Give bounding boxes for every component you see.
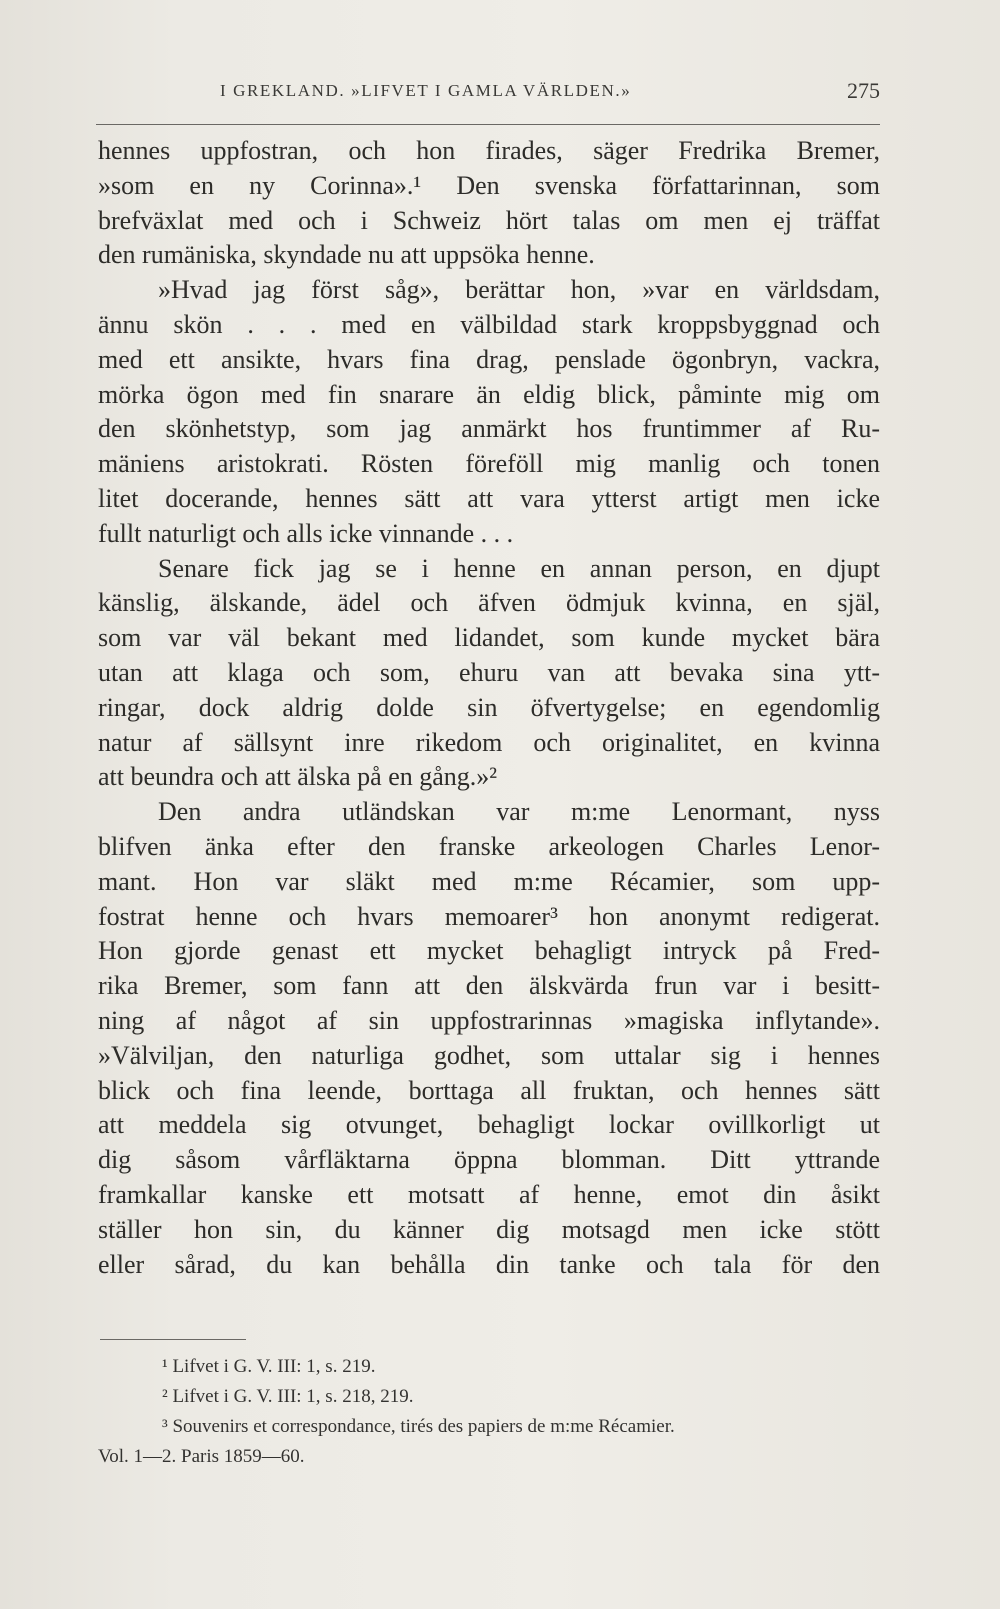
text-line: litet docerande, hennes sätt att vara ytterst artigt men icke bbox=[98, 483, 880, 513]
text-line: Den andra utländskan var m:me Lenormant, nyss bbox=[158, 797, 880, 827]
text-line: fostrat henne och hvars memoarer³ hon anonymt redigerat. bbox=[98, 901, 880, 931]
text-line: blifven änka efter den franske arkeologen Charles Lenor- bbox=[98, 831, 880, 861]
text-line: fullt naturligt och alls icke vinnande . . . bbox=[98, 518, 514, 548]
text-line: att meddela sig otvunget, behagligt lockar ovillkorligt ut bbox=[98, 1110, 880, 1140]
footnote-3: ³ Souvenirs et correspondance, tirés des papiers de m:me Récamier. bbox=[162, 1416, 675, 1437]
text-line: brefväxlat med och i Schweiz hört talas om men ej träffat bbox=[98, 205, 880, 235]
footnote-2: ² Lifvet i G. V. III: 1, s. 218, 219. bbox=[162, 1386, 414, 1407]
text-line: ning af något af sin uppfostrarinnas »magiska inflytande». bbox=[98, 1005, 880, 1035]
body-text bbox=[98, 134, 880, 1282]
text-line: »som en ny Corinna».¹ Den svenska författarinnan, som bbox=[98, 170, 880, 200]
text-line: den rumäniska, skyndade nu att uppsöka henne. bbox=[98, 240, 595, 270]
text-line: den skönhetstyp, som jag anmärkt hos fruntimmer af Ru- bbox=[98, 414, 880, 444]
text-line: dig såsom vårfläktarna öppna blomman. Ditt yttrande bbox=[98, 1145, 880, 1175]
text-line: utan att klaga och som, ehuru van att bevaka sina ytt- bbox=[98, 657, 880, 687]
text-line: att beundra och att älska på en gång.»² bbox=[98, 762, 498, 792]
text-line: ännu skön . . . med en välbildad stark kroppsbyggnad och bbox=[98, 309, 880, 339]
text-line: med ett ansikte, hvars fina drag, penslade ögonbryn, vackra, bbox=[98, 344, 880, 374]
text-line: känslig, älskande, ädel och äfven ödmjuk kvinna, en själ, bbox=[98, 588, 880, 618]
footnotes bbox=[98, 1352, 880, 1472]
text-line: rika Bremer, som fann att den älskvärda frun var i besitt- bbox=[98, 971, 880, 1001]
text-line: ställer hon sin, du känner dig motsagd men icke stött bbox=[98, 1214, 880, 1244]
text-line: Senare fick jag se i henne en annan person, en djupt bbox=[158, 553, 880, 583]
header-rule bbox=[96, 124, 880, 125]
footnote-rule bbox=[100, 1339, 246, 1340]
text-line: »Hvad jag först såg», berättar hon, »var en världsdam, bbox=[158, 275, 880, 305]
text-line: ringar, dock aldrig dolde sin öfvertygelse; en egendomlig bbox=[98, 692, 880, 722]
text-line: blick och fina leende, borttaga all fruktan, och hennes sätt bbox=[98, 1075, 880, 1105]
page-header bbox=[100, 76, 880, 106]
text-line: mäniens aristokrati. Rösten föreföll mig manlig och tonen bbox=[98, 449, 880, 479]
page-number: 275 bbox=[847, 78, 880, 103]
footnote-1: ¹ Lifvet i G. V. III: 1, s. 219. bbox=[162, 1356, 376, 1377]
text-line: eller sårad, du kan behålla din tanke och tala för den bbox=[98, 1249, 880, 1279]
footnote-3-continuation: Vol. 1—2. Paris 1859—60. bbox=[98, 1446, 305, 1467]
text-line: framkallar kanske ett motsatt af henne, emot din åsikt bbox=[98, 1179, 880, 1209]
text-line: som var väl bekant med lidandet, som kunde mycket bära bbox=[98, 623, 880, 653]
text-line: hennes uppfostran, och hon firades, säger Fredrika Bremer, bbox=[98, 136, 880, 165]
text-line: natur af sällsynt inre rikedom och originalitet, en kvinna bbox=[98, 727, 880, 757]
text-line: Hon gjorde genast ett mycket behagligt intryck på Fred- bbox=[98, 936, 880, 966]
text-line: mörka ögon med fin snarare än eldig blick, påminte mig om bbox=[98, 379, 880, 409]
running-title: I GREKLAND. »LIFVET I GAMLA VÄRLDEN.» bbox=[220, 81, 632, 100]
text-line: mant. Hon var släkt med m:me Récamier, som upp- bbox=[98, 866, 880, 896]
text-line: »Välviljan, den naturliga godhet, som uttalar sig i hennes bbox=[98, 1040, 880, 1070]
